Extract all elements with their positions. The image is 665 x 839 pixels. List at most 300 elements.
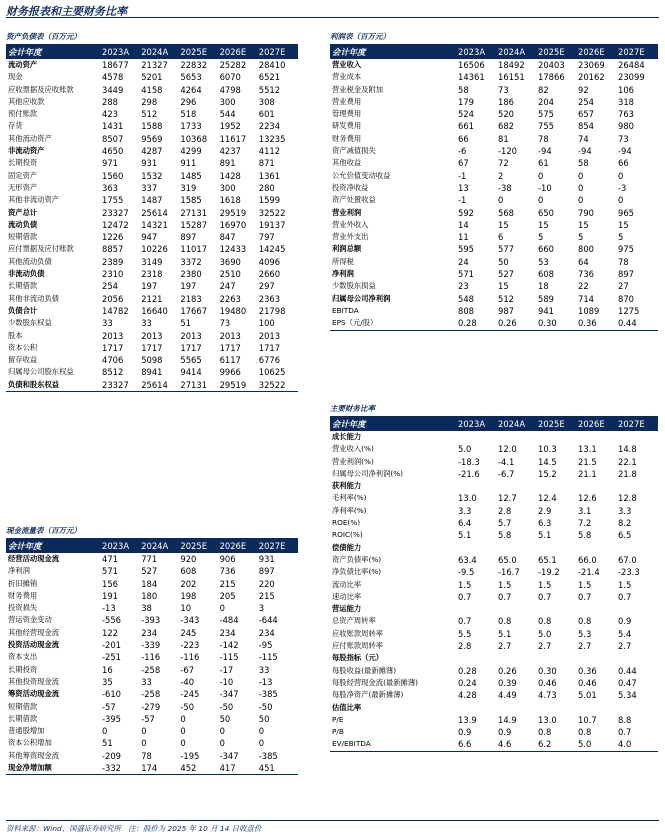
cell-value: 38	[141, 603, 152, 614]
cell-value	[578, 702, 618, 714]
cell-value: 247	[219, 281, 236, 292]
cell-value: 2.8	[458, 641, 472, 652]
cell-value: -6	[458, 146, 467, 157]
cell-value: 0	[219, 738, 225, 749]
cell-value: 23069	[578, 60, 605, 70]
cell-value: 73	[498, 84, 509, 95]
row-label: 营业成本	[332, 72, 362, 82]
cell-value: 965	[618, 207, 634, 218]
table-row	[330, 108, 658, 120]
cell-value: 5.7	[498, 518, 512, 529]
cell-value: 2510	[219, 269, 241, 280]
section-row	[330, 702, 658, 714]
cell-value: -385	[258, 750, 278, 761]
cell-value: 947	[141, 232, 158, 243]
cell-value: 3449	[102, 84, 124, 95]
cell-value: 2.7	[578, 641, 592, 652]
cell-value: 12.0	[498, 444, 517, 455]
row-label: 投资净收益	[332, 182, 369, 192]
row-label: 长期投资	[8, 664, 38, 674]
cell-value	[458, 702, 498, 714]
cell-value: 23099	[618, 72, 645, 83]
cell-value: 12.6	[578, 493, 597, 504]
cell-value: 2263	[219, 293, 241, 304]
row-label: EV/EBITDA	[330, 738, 458, 751]
row-label: 资本公积增加	[8, 738, 52, 748]
cell-value: 1717	[102, 342, 124, 353]
row-label: 固定资产	[8, 170, 38, 180]
section-row	[330, 542, 658, 554]
row-label: 投资损失	[8, 603, 38, 613]
row-label: 管理费用	[332, 109, 362, 119]
cell-value: -10	[219, 676, 234, 687]
row-label: 少数股东损益	[332, 281, 376, 291]
cell-value: 61	[538, 158, 549, 169]
cell-value	[618, 652, 658, 664]
cell-value	[458, 542, 498, 554]
cell-value	[618, 603, 658, 615]
row-label: 投资活动现金流	[8, 640, 60, 650]
cell-value: 20162	[578, 72, 605, 83]
table-row	[6, 590, 298, 602]
row-label: 营业利润	[332, 207, 362, 217]
cell-value: 0.7	[498, 591, 512, 602]
cell-value: 12.4	[538, 493, 557, 504]
cell-value: 21798	[258, 305, 286, 316]
cell-value: 14	[458, 219, 469, 230]
row-label: 资本支出	[8, 652, 38, 662]
table-row	[6, 108, 298, 120]
cell-value: -21.6	[458, 468, 480, 479]
table-row	[330, 689, 658, 701]
cell-value: 18492	[498, 60, 525, 70]
cell-value: 16151	[498, 72, 525, 83]
row-label: 其他投资现金流	[8, 676, 60, 686]
cell-value: 18677	[102, 60, 129, 70]
cell-value: 197	[180, 281, 197, 292]
row-label: 普通股增加	[8, 726, 45, 736]
cell-value: 5.0	[578, 738, 618, 751]
cell-value: 1755	[102, 195, 124, 206]
cell-value: 0.7	[458, 591, 472, 602]
cell-value: 5512	[258, 84, 281, 95]
cell-value: 980	[618, 121, 634, 132]
cell-value: 8.2	[618, 518, 632, 529]
cell-value: 800	[578, 244, 594, 255]
cell-value: 16970	[219, 219, 247, 230]
row-label: 估值比率	[332, 702, 362, 712]
table-row	[6, 737, 298, 749]
cell-value: 897	[180, 232, 197, 243]
cell-value: 5.8	[498, 530, 512, 541]
cell-value: 0.46	[538, 677, 557, 688]
cell-value: 0	[219, 603, 225, 614]
cell-value: -195	[180, 750, 200, 761]
row-label: 归属母公司股东权益	[8, 367, 74, 377]
table-row	[6, 379, 298, 392]
year-header: 2025E	[180, 45, 219, 59]
cell-value: 202	[180, 578, 197, 589]
table-row	[6, 565, 298, 577]
cell-value: -115	[219, 652, 239, 663]
cell-value: 12.7	[498, 493, 517, 504]
cell-value: 13.1	[578, 444, 597, 455]
cell-value: 2660	[258, 269, 281, 280]
table-row	[330, 517, 658, 529]
cell-value: 417	[220, 762, 259, 775]
cell-value: -1	[458, 170, 467, 181]
cell-value: 23327	[102, 207, 129, 218]
cell-value: 10.3	[538, 444, 557, 455]
cell-value: -1	[458, 195, 467, 206]
cell-value: 8512	[102, 367, 124, 378]
cell-value	[578, 480, 618, 492]
row-label: 营运资金变动	[8, 615, 52, 625]
table-row	[6, 688, 298, 700]
row-label: 营运能力	[332, 604, 362, 614]
cell-value: 524	[458, 109, 474, 120]
cell-value: 73	[618, 133, 629, 144]
cell-value: 2013	[258, 330, 281, 341]
cell-value: 6.5	[618, 530, 632, 541]
row-label: 负债合计	[8, 305, 38, 315]
cell-value: -120	[498, 146, 518, 157]
cell-value: 4158	[141, 84, 163, 95]
cell-value: 2.7	[498, 641, 512, 652]
cell-value: 337	[141, 182, 158, 193]
cell-value: 0.30	[538, 317, 578, 330]
table-row	[6, 293, 298, 305]
cell-value: 14361	[458, 72, 485, 83]
cell-value: 1226	[102, 232, 124, 243]
cell-value: 714	[578, 293, 594, 304]
cell-value: -209	[102, 750, 122, 761]
table-row	[330, 280, 658, 292]
cell-value: 1089	[578, 305, 600, 316]
cell-value: 5201	[141, 72, 163, 83]
cell-value: 58	[458, 84, 469, 95]
row-label: 长期借款	[8, 281, 38, 291]
row-label: 应付票据及应付账款	[8, 244, 74, 254]
cell-value: 0.9	[618, 616, 632, 627]
year-header: 2027E	[259, 45, 298, 59]
year-header: 2023A	[458, 417, 498, 431]
cell-value: 74	[578, 133, 589, 144]
table-row	[330, 231, 658, 243]
cell-value: 5.4	[618, 628, 632, 639]
row-label: 营业收入(%)	[332, 444, 374, 454]
cell-value: 2234	[258, 121, 281, 132]
cell-value: -251	[102, 652, 122, 663]
cell-value: 16506	[458, 60, 485, 70]
cell-value	[498, 603, 538, 615]
cell-value: -16.7	[498, 567, 520, 578]
cell-value: 10368	[180, 133, 208, 144]
cell-value: 179	[458, 96, 474, 107]
data-table	[6, 45, 298, 392]
cell-value: 13235	[258, 133, 286, 144]
cell-value: 33	[258, 664, 270, 675]
cell-value: 13.9	[458, 714, 477, 725]
cell-value: 22.1	[618, 456, 637, 467]
cell-value: 2121	[141, 293, 163, 304]
row-label: 其他经营现金流	[8, 627, 60, 637]
table-title: 资产负债表（百万元）	[6, 30, 298, 45]
row-label: 成长能力	[332, 432, 362, 441]
cell-value: 0	[102, 726, 108, 737]
cell-value: 5.8	[578, 530, 592, 541]
cell-value: 2380	[180, 269, 202, 280]
cell-value: 280	[258, 182, 275, 193]
cell-value: 3.1	[578, 505, 592, 516]
cell-value: 0.8	[538, 616, 552, 627]
cell-value: -339	[141, 640, 161, 651]
row-label: 流动资产	[8, 60, 38, 69]
cell-value: 1952	[219, 121, 241, 132]
cell-value: 22	[578, 281, 589, 292]
cell-value: -38	[498, 182, 512, 193]
cell-value: 21.8	[618, 468, 637, 479]
cell-value	[458, 603, 498, 615]
row-label: 归属母公司净利润(%)	[332, 468, 404, 478]
cell-value	[498, 542, 538, 554]
cell-value: 4112	[258, 146, 281, 157]
row-label: 少数股东权益	[8, 318, 52, 328]
table-row	[6, 194, 298, 206]
row-label: P/B	[332, 727, 344, 737]
cell-value: 7.2	[578, 518, 592, 529]
cell-value: 204	[538, 96, 554, 107]
cell-value: -10	[538, 182, 552, 193]
cell-value: -9.5	[458, 567, 475, 578]
cell-value: 92	[578, 84, 589, 95]
cell-value: 4287	[141, 146, 163, 157]
row-label: 资产总计	[8, 207, 38, 217]
cell-value: 0.28	[458, 665, 477, 676]
cell-value: 1.5	[458, 579, 472, 590]
table-row	[330, 182, 658, 194]
cell-value: 1428	[219, 170, 241, 181]
cell-value: 14.8	[618, 444, 637, 455]
cell-value: 4706	[102, 355, 124, 366]
cell-value: 527	[498, 269, 514, 280]
cell-value: 1.5	[538, 579, 552, 590]
cell-value: 5653	[180, 72, 202, 83]
row-label: 折旧摊销	[8, 578, 38, 588]
cell-value: 5.34	[618, 690, 637, 701]
cell-value: 0.44	[618, 317, 658, 330]
cell-value: 9966	[219, 367, 241, 378]
cell-value: -95	[258, 640, 273, 651]
cell-value: 660	[538, 244, 554, 255]
cell-value: 22832	[180, 60, 208, 70]
cell-value: 2310	[102, 269, 124, 280]
cell-value: 544	[219, 109, 236, 120]
row-label: 其他非流动负债	[8, 293, 60, 303]
cell-value: -19.2	[538, 567, 560, 578]
row-label: 财务费用	[332, 133, 362, 143]
cell-value	[458, 431, 498, 443]
cell-value: 288	[102, 96, 118, 107]
table-row	[6, 243, 298, 255]
cell-value: 1717	[219, 342, 241, 353]
cell-value	[538, 652, 578, 664]
cell-value: 5565	[180, 355, 202, 366]
cell-value: 156	[102, 578, 118, 589]
cell-value	[538, 542, 578, 554]
cell-value: 18	[538, 281, 549, 292]
table-row	[6, 280, 298, 292]
cell-value: 11	[458, 232, 469, 243]
cell-value: 5	[618, 232, 624, 243]
cell-value: 512	[141, 109, 158, 120]
table-row	[6, 725, 298, 737]
header-label: 会计年度	[6, 45, 102, 59]
cell-value: 1275	[618, 305, 640, 316]
cell-value: 6.3	[538, 518, 552, 529]
table-row	[6, 219, 298, 231]
cell-value: 11617	[219, 133, 247, 144]
cell-value: 15	[538, 219, 549, 230]
cell-value: -258	[141, 664, 161, 675]
cell-value: 29519	[220, 379, 259, 392]
cell-value	[618, 542, 658, 554]
cell-value: -332	[102, 762, 141, 775]
cell-value: 14245	[258, 244, 286, 255]
cell-value: 184	[141, 578, 158, 589]
cell-value: 5.1	[538, 530, 552, 541]
cell-value: 2.7	[538, 641, 552, 652]
cell-value: 5.01	[578, 690, 597, 701]
cell-value: 0.8	[498, 616, 512, 627]
section-row	[330, 431, 658, 443]
cell-value: 512	[498, 293, 514, 304]
cell-value: 0	[578, 170, 584, 181]
cell-value: 254	[578, 96, 594, 107]
cell-value: 1618	[219, 195, 241, 206]
cell-value: 21327	[141, 60, 168, 70]
cell-value: 736	[578, 269, 594, 280]
cell-value: 4.73	[538, 690, 557, 701]
cell-value: 51	[180, 318, 192, 329]
table-row	[330, 591, 658, 603]
cell-value: 296	[180, 96, 197, 107]
year-header: 2027E	[259, 539, 298, 553]
row-label: 净利润	[332, 269, 354, 279]
cell-value: 0.26	[498, 317, 538, 330]
table-row	[6, 157, 298, 169]
cell-value: 5.0	[458, 444, 472, 455]
cell-value: -610	[102, 689, 122, 700]
cell-value: 0.44	[618, 665, 637, 676]
cell-value: 0.7	[578, 591, 592, 602]
table-row	[330, 492, 658, 504]
title-divider	[6, 17, 659, 18]
cell-value: 174	[141, 762, 180, 775]
cell-value: 771	[141, 554, 158, 564]
cell-value: 941	[538, 305, 554, 316]
cell-value: 520	[498, 109, 514, 120]
cell-value: 2013	[141, 330, 163, 341]
cell-value: -50	[219, 701, 234, 712]
cell-value: -484	[219, 615, 239, 626]
table-row	[330, 456, 658, 468]
table-row	[6, 342, 298, 354]
year-header: 2024A	[141, 539, 180, 553]
cell-value: 4096	[258, 256, 281, 267]
cell-value: 763	[618, 109, 634, 120]
cell-value: 4.49	[498, 690, 517, 701]
cell-value: 23	[458, 281, 469, 292]
cell-value: 3	[258, 603, 265, 614]
cell-value: 0.46	[578, 677, 597, 688]
cell-value: 78	[141, 750, 152, 761]
row-label: 每股经营现金流(最新摊薄)	[332, 677, 418, 687]
cell-value: 308	[258, 96, 275, 107]
cell-value: 73	[219, 318, 231, 329]
table-row	[6, 614, 298, 626]
cell-value: -115	[258, 652, 278, 663]
year-header: 2026E	[578, 417, 618, 431]
header-row	[330, 45, 658, 59]
cell-value: 13	[458, 182, 469, 193]
cell-value: 215	[258, 590, 275, 601]
table-row	[330, 317, 658, 330]
row-label: 归属母公司净利润	[332, 293, 391, 303]
table-row	[330, 640, 658, 652]
cell-value: 0.8	[578, 616, 592, 627]
section-row	[330, 603, 658, 615]
cell-value: -57	[102, 701, 116, 712]
cell-value: 6117	[219, 355, 241, 366]
cell-value	[618, 431, 658, 443]
cell-value: 8.8	[618, 714, 632, 725]
cell-value: 6	[498, 232, 504, 243]
row-label: 获利能力	[332, 481, 362, 491]
cell-value: 1487	[141, 195, 163, 206]
cell-value	[538, 431, 578, 443]
row-label: EBITDA	[332, 305, 359, 315]
cell-value: 10.7	[578, 714, 597, 725]
cell-value: 50	[219, 713, 231, 724]
cell-value: -223	[180, 640, 200, 651]
cell-value	[458, 652, 498, 664]
table-row	[330, 207, 658, 219]
page-title: 财务报表和主要财务比率	[6, 5, 127, 18]
cell-value	[538, 480, 578, 492]
cell-value: 51	[102, 738, 113, 749]
cell-value: 67.0	[618, 554, 637, 565]
table-row	[6, 317, 298, 329]
cell-value: 66	[618, 158, 629, 169]
row-label: 其他流动资产	[8, 133, 52, 143]
cell-value: 35	[102, 676, 113, 687]
year-header: 2025E	[180, 539, 219, 553]
cell-value: 3149	[141, 256, 163, 267]
row-label: 营业外支出	[332, 232, 369, 242]
table-row	[330, 505, 658, 517]
cell-value: 5	[578, 232, 584, 243]
cell-value: 8941	[141, 367, 163, 378]
cell-value: 6776	[258, 355, 281, 366]
cell-value: 15	[578, 219, 589, 230]
cell-value: 0	[578, 195, 584, 206]
row-label: 总资产周转率	[332, 616, 376, 626]
cell-value: 0.7	[458, 616, 472, 627]
table-row	[330, 157, 658, 169]
balance-sheet-table	[6, 30, 298, 392]
cell-value: -13	[258, 676, 273, 687]
